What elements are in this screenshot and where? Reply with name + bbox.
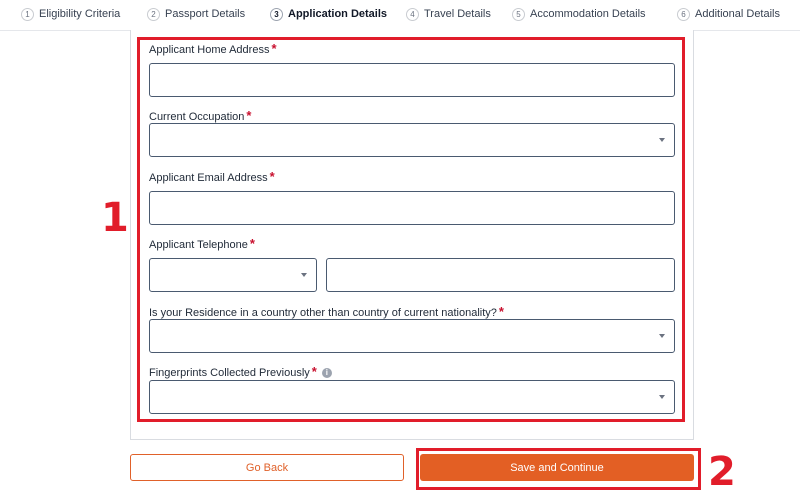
step-label: Eligibility Criteria	[39, 8, 121, 20]
fingerprints-label	[149, 364, 332, 379]
step-number: 6	[677, 8, 690, 21]
home-address-label-text: Applicant Home Address	[149, 44, 270, 56]
step-label: Passport Details	[165, 8, 246, 20]
step-label: Additional Details	[695, 8, 780, 20]
phone-country-code-select[interactable]	[149, 258, 317, 292]
chevron-down-icon	[659, 138, 665, 142]
form-annotation-number: 1	[101, 195, 129, 241]
home-address-input[interactable]	[149, 63, 675, 97]
occupation-label	[149, 108, 251, 123]
home-address-label	[149, 41, 277, 56]
step-number: 3	[270, 8, 283, 21]
save-annotation-number: 2	[708, 449, 736, 495]
step-label: Accommodation Details	[530, 8, 646, 20]
step-number: 1	[21, 8, 34, 21]
telephone-label-text: Applicant Telephone	[149, 239, 248, 251]
residence-label-text: Is your Residence in a country other than country of current nationality?	[149, 307, 497, 319]
required-marker: *	[249, 236, 255, 251]
go-back-button[interactable]: Go Back	[130, 454, 404, 481]
required-marker: *	[311, 364, 317, 379]
step-travel-details[interactable]	[406, 5, 491, 23]
required-marker: *	[269, 169, 275, 184]
progress-stepper	[0, 0, 800, 31]
step-application-details[interactable]	[270, 5, 387, 23]
step-number: 4	[406, 8, 419, 21]
occupation-select[interactable]	[149, 123, 675, 157]
step-label: Travel Details	[424, 8, 491, 20]
step-eligibility-criteria[interactable]	[21, 5, 120, 23]
step-number: 5	[512, 8, 525, 21]
chevron-down-icon	[301, 273, 307, 277]
required-marker: *	[271, 41, 277, 56]
fingerprints-label-text: Fingerprints Collected Previously	[149, 367, 310, 379]
telephone-label	[149, 236, 255, 251]
save-and-continue-button[interactable]: Save and Continue	[420, 454, 694, 481]
residence-label	[149, 304, 504, 319]
chevron-down-icon	[659, 395, 665, 399]
info-icon[interactable]: i	[322, 368, 332, 378]
step-passport-details[interactable]	[147, 5, 245, 23]
email-input[interactable]	[149, 191, 675, 225]
fingerprints-select[interactable]	[149, 380, 675, 414]
email-label-text: Applicant Email Address	[149, 172, 268, 184]
required-marker: *	[498, 304, 504, 319]
residence-select[interactable]	[149, 319, 675, 353]
required-marker: *	[246, 108, 252, 123]
chevron-down-icon	[659, 334, 665, 338]
step-additional-details[interactable]	[677, 5, 780, 23]
occupation-label-text: Current Occupation	[149, 111, 245, 123]
step-accommodation-details[interactable]	[512, 5, 646, 23]
phone-number-input[interactable]	[326, 258, 675, 292]
step-number: 2	[147, 8, 160, 21]
step-label: Application Details	[288, 8, 388, 20]
email-label	[149, 169, 275, 184]
